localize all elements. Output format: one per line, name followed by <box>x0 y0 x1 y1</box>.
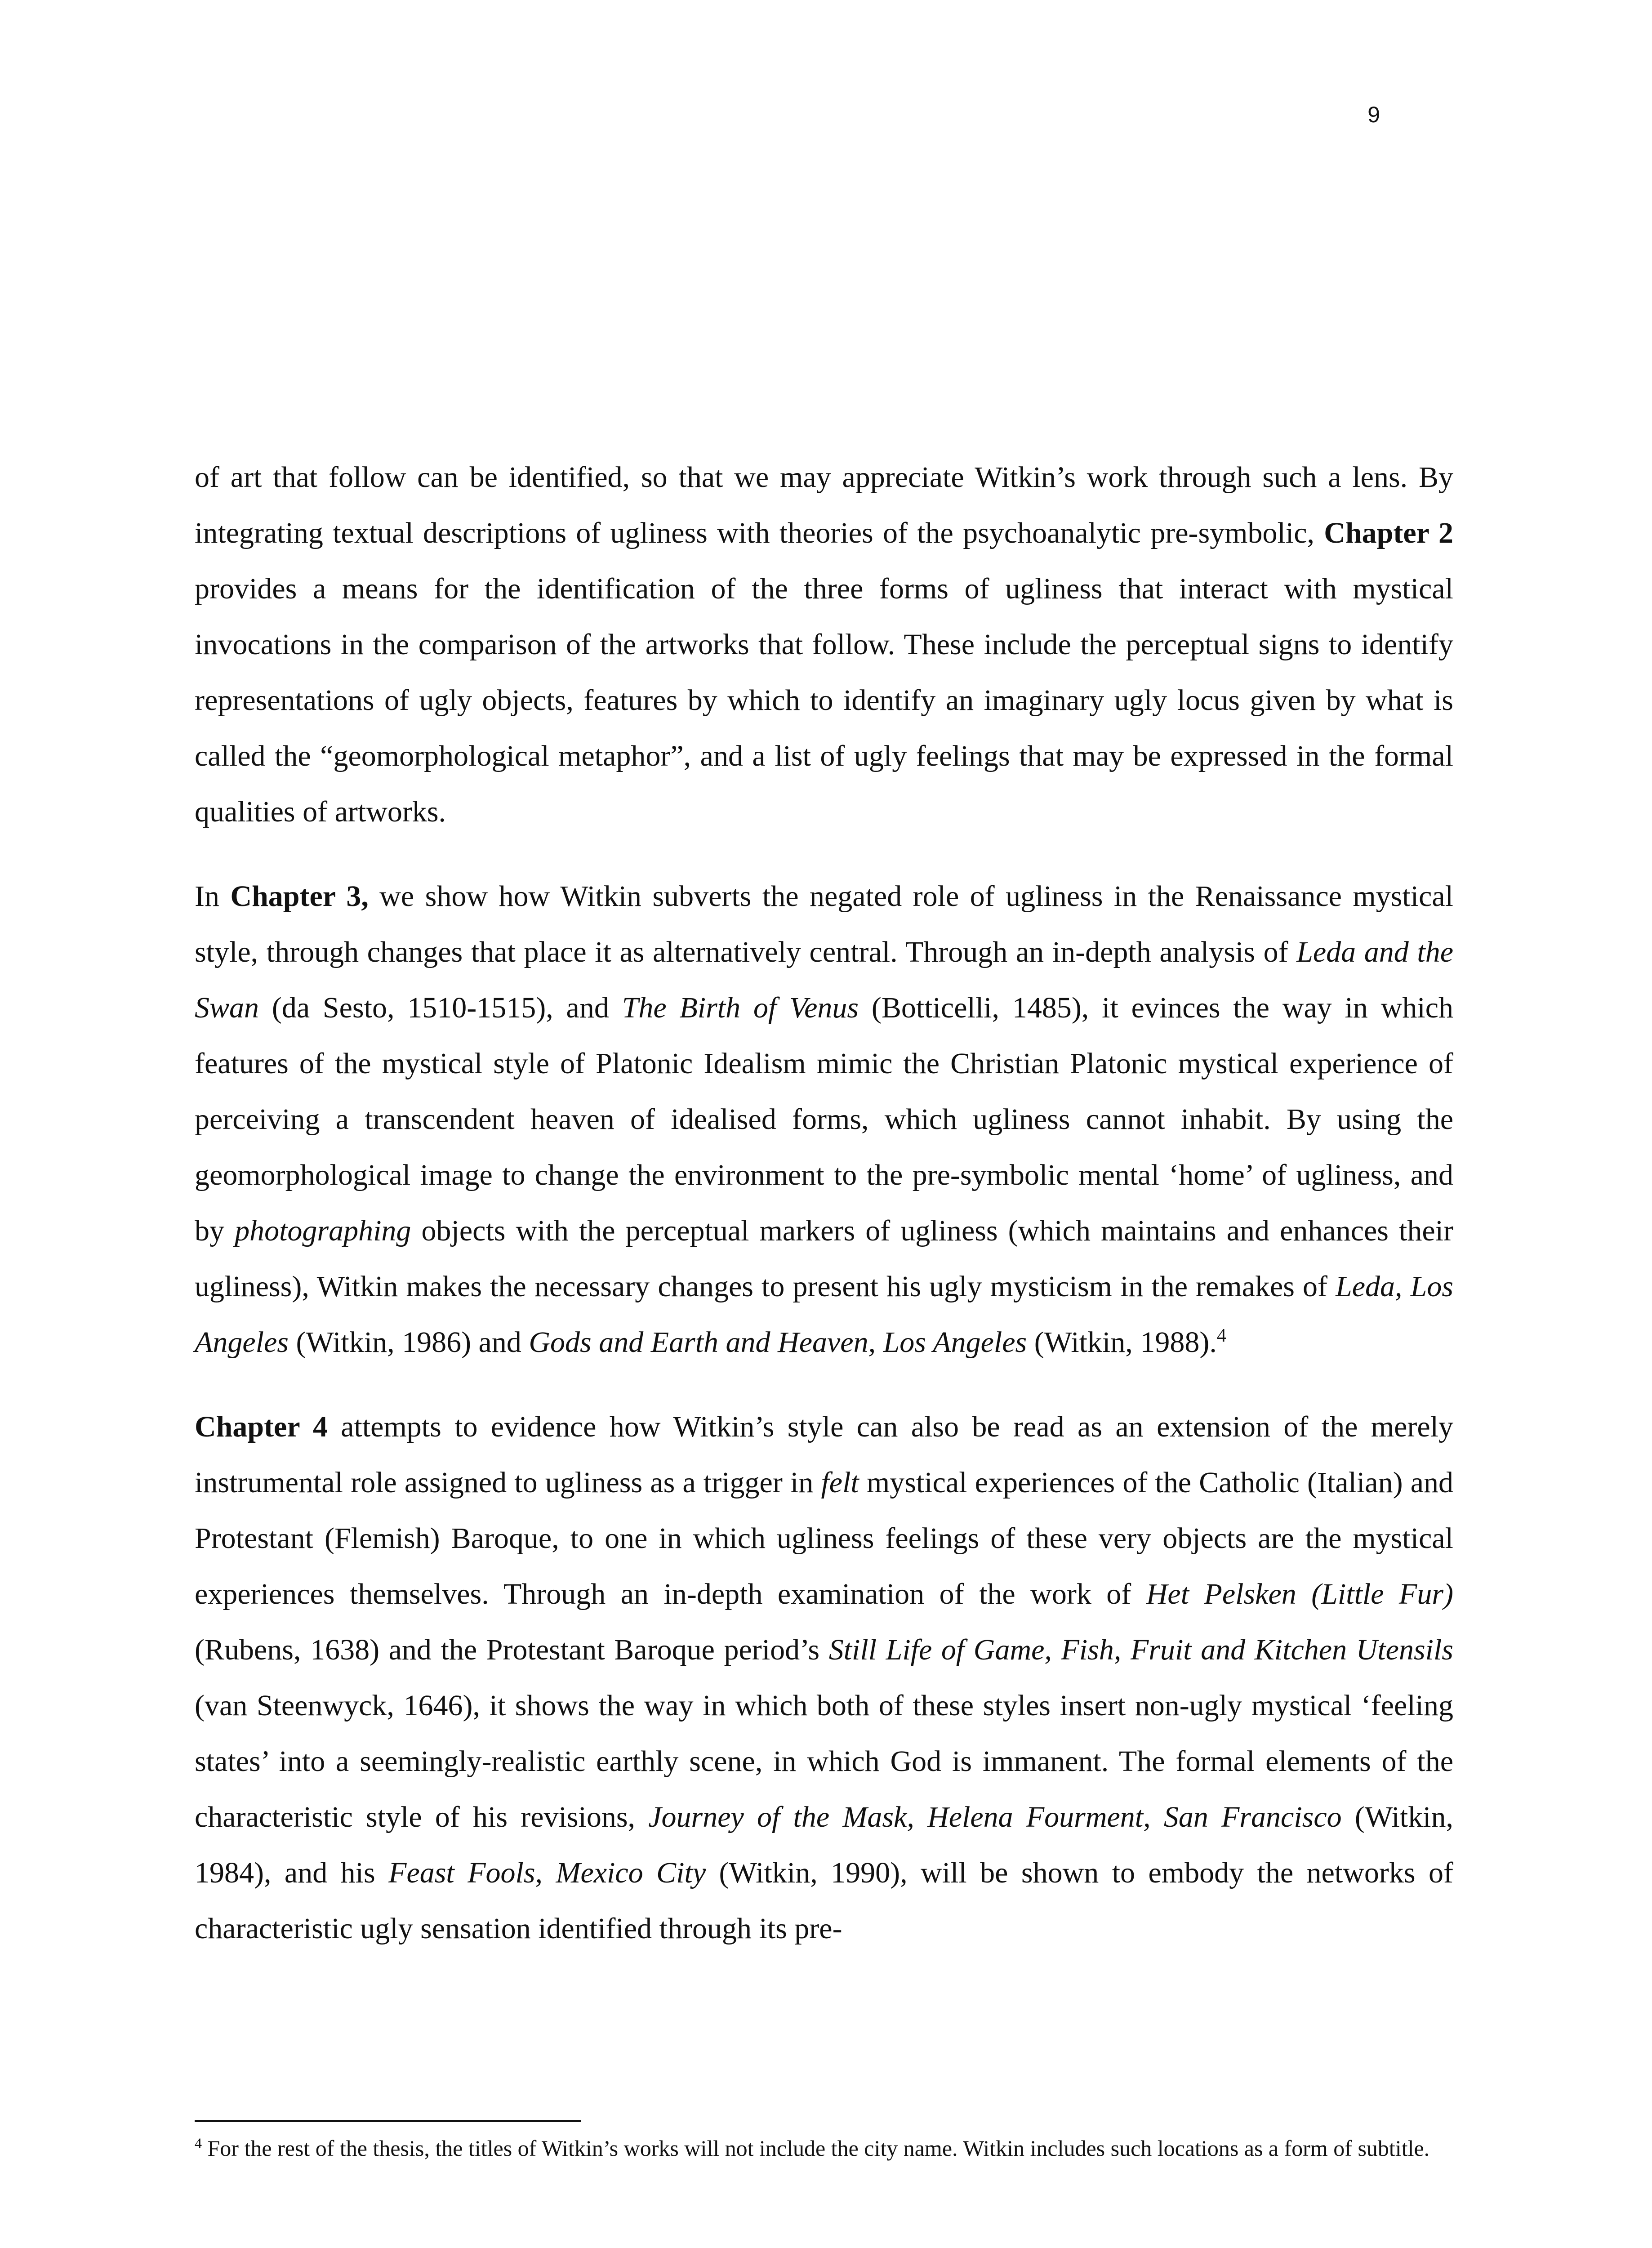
text-run: (da Sesto, 1510-1515), and <box>259 991 622 1024</box>
page-number: 9 <box>1367 102 1380 127</box>
text-run: mystical experiences of the Catholic (Italian) and Protestant (Flemish) Baroque, to one in which ugliness feelings of these very objects are the mystical experiences themselves. Through an in-depth examination of the work of <box>195 1466 1453 1610</box>
artwork-title: The Birth of Venus <box>622 991 859 1024</box>
text-run: (van Steenwyck, 1646), it shows the way in which both of these styles insert non-ugly mystical ‘feeling states’ into a seemingly-realistic earthly scene, in which God is immanent. The formal elements of the characteristic style of his revisions, <box>195 1689 1453 1833</box>
footnote-separator <box>195 2120 581 2122</box>
text-run: of art that follow can be identified, so that we may appreciate Witkin’s work through such a lens. By integrating textual descriptions of ugliness with theories of the psychoanalytic pre-symbolic, <box>195 461 1453 549</box>
footnote <box>195 2133 1453 2163</box>
paragraph-chapter-3 <box>195 869 1453 1370</box>
text-run: In <box>195 880 231 913</box>
text-run: (Witkin, 1984), and his <box>195 1801 1453 1889</box>
footnote-reference[interactable]: 4 <box>1216 1325 1226 1346</box>
emphasis: photographing <box>235 1214 411 1247</box>
artwork-title: Feast Fools, Mexico City <box>388 1856 706 1889</box>
text-run: attempts to evidence how Witkin’s style can also be read as an extension of the merely instrumental role assigned to ugliness as a trigger in <box>195 1410 1453 1499</box>
text-run: objects with the perceptual markers of ugliness (which maintains and enhances their ugliness), Witkin makes the necessary changes to present his ugly mysticism in the remakes of <box>195 1214 1453 1303</box>
artwork-title: Leda, Los Angeles <box>195 1270 1454 1359</box>
text-run: (Witkin, 1988). <box>1027 1326 1217 1359</box>
artwork-title: Leda and the Swan <box>195 936 1453 1024</box>
text-run: (Witkin, 1986) and <box>288 1326 529 1359</box>
main-text <box>195 450 1453 1985</box>
chapter-3-heading: Chapter 3, <box>230 880 369 913</box>
text-run: provides a means for the identification of the three forms of ugliness that interact with mystical invocations in the comparison of the artworks that follow. These include the perceptual signs to identify representations of ugly objects, features by which to identify an imaginary ugly locus given by what is called the “geomorphological metaphor”, and a list of ugly feelings that may be expressed in the formal qualities of artworks. <box>195 572 1453 828</box>
text-run: (Witkin, 1990), will be shown to embody the networks of characteristic ugly sensation identified through its pre- <box>195 1856 1454 1945</box>
artwork-title: Journey of the Mask, Helena Fourment, San Francisco <box>648 1801 1342 1833</box>
footnote-text: For the rest of the thesis, the titles of Witkin’s works will not include the city name. Witkin includes such locations as a form of subtitle. <box>202 2136 1430 2161</box>
chapter-4-heading: Chapter 4 <box>195 1410 328 1443</box>
footnote-marker: 4 <box>195 2135 202 2151</box>
paragraph-chapter-4 <box>195 1399 1453 1957</box>
text-run: (Botticelli, 1485), it evinces the way in which features of the mystical style of Platonic Idealism mimic the Christian Platonic mystical experience of perceiving a transcendent heaven of idealised forms, which ugliness cannot inhabit. By using the geomorphological image to change the environment to the pre-symbolic mental ‘home’ of ugliness, and by <box>195 991 1453 1247</box>
paragraph-chapter-2 <box>195 450 1453 840</box>
text-run: we show how Witkin subverts the negated role of ugliness in the Renaissance mystical style, through changes that place it as alternatively central. Through an in-depth analysis of <box>195 880 1453 968</box>
artwork-title: Still Life of Game, Fish, Fruit and Kitchen Utensils <box>828 1633 1453 1666</box>
chapter-2-heading: Chapter 2 <box>1324 517 1453 549</box>
artwork-title: Gods and Earth and Heaven, Los Angeles <box>529 1326 1027 1359</box>
text-run: (Rubens, 1638) and the Protestant Baroque period’s <box>195 1633 829 1666</box>
artwork-title: Het Pelsken (Little Fur) <box>1146 1578 1453 1610</box>
emphasis: felt <box>821 1466 859 1499</box>
